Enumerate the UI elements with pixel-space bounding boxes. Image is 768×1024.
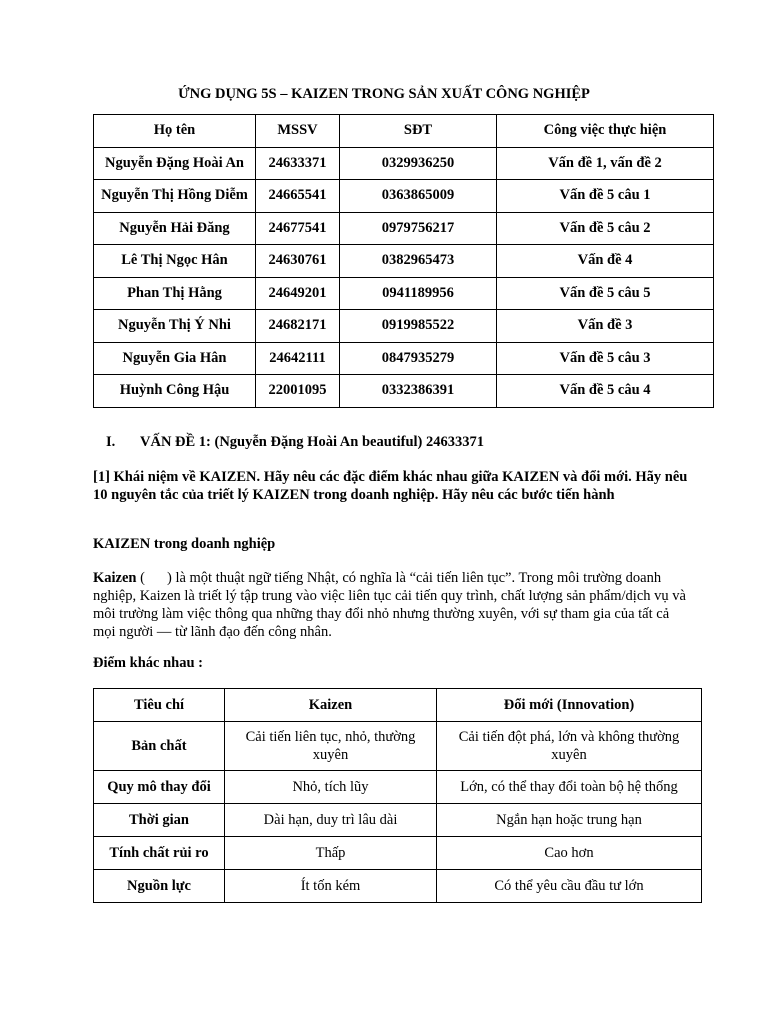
section-title: VẤN ĐỀ 1: (Nguyễn Đặng Hoài An beautiful) 24633371 [140, 434, 484, 450]
innovation-cell: Cao hơn [437, 837, 702, 870]
member-name: Lê Thị Ngọc Hân [94, 245, 256, 278]
member-task: Vấn đề 5 câu 3 [497, 342, 714, 375]
table-row [94, 771, 702, 804]
definition-body: là một thuật ngữ tiếng Nhật, có nghĩa là “cải tiến liên tục”. Trong môi trường doanh nghiệp, Kaizen là triết lý tập trung vào việc liên tục cải tiến quy trình, chất lượng sản phẩm/dịch vụ và môi trường làm việc thông qua những thay đổi nhỏ nhưng thường xuyên, với sự tham gia của tất cả mọi người — từ lãnh đạo đến công nhân. [93, 570, 686, 640]
member-name: Nguyễn Đặng Hoài An [94, 147, 256, 180]
criteria-cell: Nguồn lực [94, 870, 225, 903]
table-row [94, 147, 714, 180]
table-row [94, 245, 714, 278]
member-name: Nguyễn Thị Hồng Diễm [94, 180, 256, 213]
table-row [94, 375, 714, 408]
header-name: Họ tên [94, 115, 256, 148]
member-id: 24630761 [256, 245, 340, 278]
table-row [94, 342, 714, 375]
table-header-row [94, 689, 702, 722]
table-row [94, 722, 702, 771]
kaizen-cell: Ít tốn kém [225, 870, 437, 903]
table-row [94, 212, 714, 245]
header-student-id: MSSV [256, 115, 340, 148]
member-phone: 0382965473 [340, 245, 497, 278]
innovation-cell: Ngắn hạn hoặc trung hạn [437, 804, 702, 837]
table-row [94, 277, 714, 310]
table-row [94, 180, 714, 213]
member-phone: 0919985522 [340, 310, 497, 343]
member-name: Huỳnh Công Hậu [94, 375, 256, 408]
member-name: Phan Thị Hằng [94, 277, 256, 310]
table-row [94, 804, 702, 837]
member-phone: 0363865009 [340, 180, 497, 213]
member-name: Nguyễn Thị Ý Nhi [94, 310, 256, 343]
member-phone: 0979756217 [340, 212, 497, 245]
kaizen-cell: Cải tiến liên tục, nhỏ, thường xuyên [225, 722, 437, 771]
comparison-table [93, 688, 702, 903]
member-task: Vấn đề 5 câu 1 [497, 180, 714, 213]
subheading: KAIZEN trong doanh nghiệp [93, 536, 276, 552]
member-task: Vấn đề 4 [497, 245, 714, 278]
member-id: 24633371 [256, 147, 340, 180]
member-id: 24677541 [256, 212, 340, 245]
member-phone: 0329936250 [340, 147, 497, 180]
member-id: 24682171 [256, 310, 340, 343]
header-criteria: Tiêu chí [94, 689, 225, 722]
member-id: 24665541 [256, 180, 340, 213]
member-name: Nguyễn Gia Hân [94, 342, 256, 375]
member-id: 22001095 [256, 375, 340, 408]
document-title: ỨNG DỤNG 5S – KAIZEN TRONG SẢN XUẤT CÔNG NGHIỆP [178, 86, 590, 102]
question-text: [1] Khái niệm về KAIZEN. Hãy nêu các đặc điểm khác nhau giữa KAIZEN và đổi mới. Hãy nêu 10 nguyên tắc của triết lý KAIZEN trong doanh nghiệp. Hãy nêu các bước tiến hành [93, 469, 688, 503]
definition-paragraph [93, 569, 693, 641]
member-task: Vấn đề 1, vấn đề 2 [497, 147, 714, 180]
criteria-cell: Thời gian [94, 804, 225, 837]
member-phone: 0847935279 [340, 342, 497, 375]
innovation-cell: Cải tiến đột phá, lớn và không thường xuyên [437, 722, 702, 771]
kaizen-cell: Nhỏ, tích lũy [225, 771, 437, 804]
differences-label: Điểm khác nhau : [93, 655, 203, 671]
member-id: 24642111 [256, 342, 340, 375]
paren-close: ) [166, 570, 172, 586]
criteria-cell: Bản chất [94, 722, 225, 771]
paren-open: ( [136, 570, 145, 586]
members-table [93, 114, 714, 408]
criteria-cell: Quy mô thay đổi [94, 771, 225, 804]
table-row [94, 837, 702, 870]
criteria-cell: Tính chất rủi ro [94, 837, 225, 870]
definition-term: Kaizen [93, 570, 137, 586]
innovation-cell: Có thể yêu cầu đầu tư lớn [437, 870, 702, 903]
kaizen-cell: Thấp [225, 837, 437, 870]
header-kaizen: Kaizen [225, 689, 437, 722]
member-phone: 0332386391 [340, 375, 497, 408]
header-task: Công việc thực hiện [497, 115, 714, 148]
member-task: Vấn đề 5 câu 2 [497, 212, 714, 245]
member-task: Vấn đề 3 [497, 310, 714, 343]
table-row [94, 870, 702, 903]
kaizen-cell: Dài hạn, duy trì lâu dài [225, 804, 437, 837]
header-innovation: Đổi mới (Innovation) [437, 689, 702, 722]
section-number: I. [106, 434, 116, 450]
member-name: Nguyễn Hải Đăng [94, 212, 256, 245]
header-phone: SĐT [340, 115, 497, 148]
member-task: Vấn đề 5 câu 5 [497, 277, 714, 310]
section-heading [106, 434, 484, 451]
table-header-row [94, 115, 714, 148]
member-id: 24649201 [256, 277, 340, 310]
innovation-cell: Lớn, có thể thay đổi toàn bộ hệ thống [437, 771, 702, 804]
table-row [94, 310, 714, 343]
member-task: Vấn đề 5 câu 4 [497, 375, 714, 408]
member-phone: 0941189956 [340, 277, 497, 310]
